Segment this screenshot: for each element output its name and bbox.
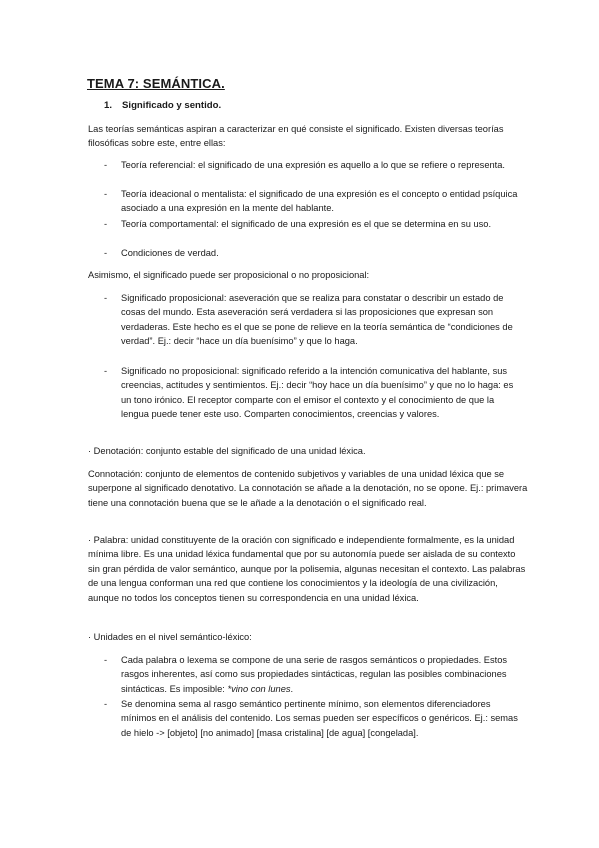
prop-text: Significado no proposicional: significado referido a la intención comunicativa del hablante, sus creencias, actitudes y sentimientos. Ej.: decir “hoy hace un día buenísimo” y que no lo haga: es un tono irónico. El receptor comparte con el emisor el contexto y el conocimiento de que la lengua puede tener este uso. Comparten conocimientos, creencias y valores. [121, 366, 514, 420]
section-number: 1. [104, 100, 113, 111]
theory-text: Teoría referencial: el significado de una expresión es aquello a lo que se refiere o representa. [121, 160, 505, 170]
prop-item [104, 364, 524, 422]
document-title: TEMA 7: SEMÁNTICA. [87, 76, 225, 91]
prop-text: Significado proposicional: aseveración que se realiza para constatar o describir un estado de cosas del mundo. Esta aseveración será verdadera si las proposiciones que expresan son verdaderas. Este hecho es el que se pone de relieve en la teoría semántica de “condiciones de verdad”. Ej.: decir “hace un día buenísimo” y que lo haga. [121, 293, 513, 347]
bullet-dash: - [104, 189, 108, 199]
prop-item [104, 291, 524, 349]
unit-text [104, 653, 524, 696]
bullet-dash: - [104, 248, 108, 258]
theory-text: Teoría comportamental: el significado de una expresión es el que se determina en su uso. [121, 219, 492, 229]
denotacion-paragraph: · Denotación: conjunto estable del significado de una unidad léxica. [88, 446, 366, 456]
theory-item [104, 217, 524, 231]
unit-text-body: Cada palabra o lexema se compone de una serie de rasgos semánticos o propiedades. Estos rasgos inherentes, así como sus propiedades sintácticas, regulan las posibles combinaciones sintácticas. Es imposible: [121, 655, 508, 694]
bullet-dash: - [104, 699, 108, 709]
bullet-dash: - [104, 366, 108, 376]
theory-item [104, 187, 524, 216]
bullet-dash: - [104, 219, 108, 229]
section-label: Significado y sentido. [122, 100, 222, 111]
connotacion-paragraph: Connotación: conjunto de elementos de contenido subjetivos y variables de una unidad léxica que se superpone al significado denotativo. La connotación se añade a la denotación, no se opone. Ej.: primavera tiene una connotación buena que se le añade a la denotación o el significado real. [88, 469, 528, 508]
unit-item [104, 653, 524, 696]
unit-text-end: . [290, 683, 294, 694]
unit-example: *vino con lunes [227, 683, 291, 694]
section-heading [104, 100, 221, 111]
theory-item [104, 246, 524, 260]
unit-text: Se denomina sema al rasgo semántico pertinente mínimo, son elementos diferenciadores mínimos en el análisis del contenido. Los semas pueden ser específicos o genéricos. Ej.: semas de hielo -> [objeto] [no animado] [masa cristalina] [de agua] [congelada]. [121, 699, 518, 738]
theory-text: Teoría ideacional o mentalista: el significado de una expresión es el concepto o entidad psíquica asociado a una expresión en la mente del hablante. [121, 189, 518, 214]
proposicional-paragraph: Asimismo, el significado puede ser proposicional o no proposicional: [88, 270, 370, 280]
theory-text: Condiciones de verdad. [121, 248, 219, 258]
theory-item [104, 158, 524, 172]
bullet-dash: - [104, 160, 108, 170]
palabra-paragraph: · Palabra: unidad constituyente de la oración con significado e independiente formalmente, es la unidad mínima libre. Es una unidad léxica fundamental que por su autonomía puede ser aislada de su contexto sin gran pérdida de valor semántico, aunque por la polisemia, algunas necesitan el contexto. Las palabras de una lengua conforman una red que contiene los conocimientos y la ideología de una civilización, aunque no todos los conceptos tienen su correspondencia en una unidad léxica. [88, 535, 526, 603]
unidades-paragraph: · Unidades en el nivel semántico-léxico: [88, 632, 252, 642]
bullet-dash: - [104, 293, 108, 303]
unit-item [104, 697, 524, 740]
bullet-dash: - [104, 655, 108, 665]
intro-paragraph: Las teorías semánticas aspiran a caracterizar en qué consiste el significado. Existen diversas teorías filosóficas sobre este, entre ellas: [88, 124, 504, 149]
